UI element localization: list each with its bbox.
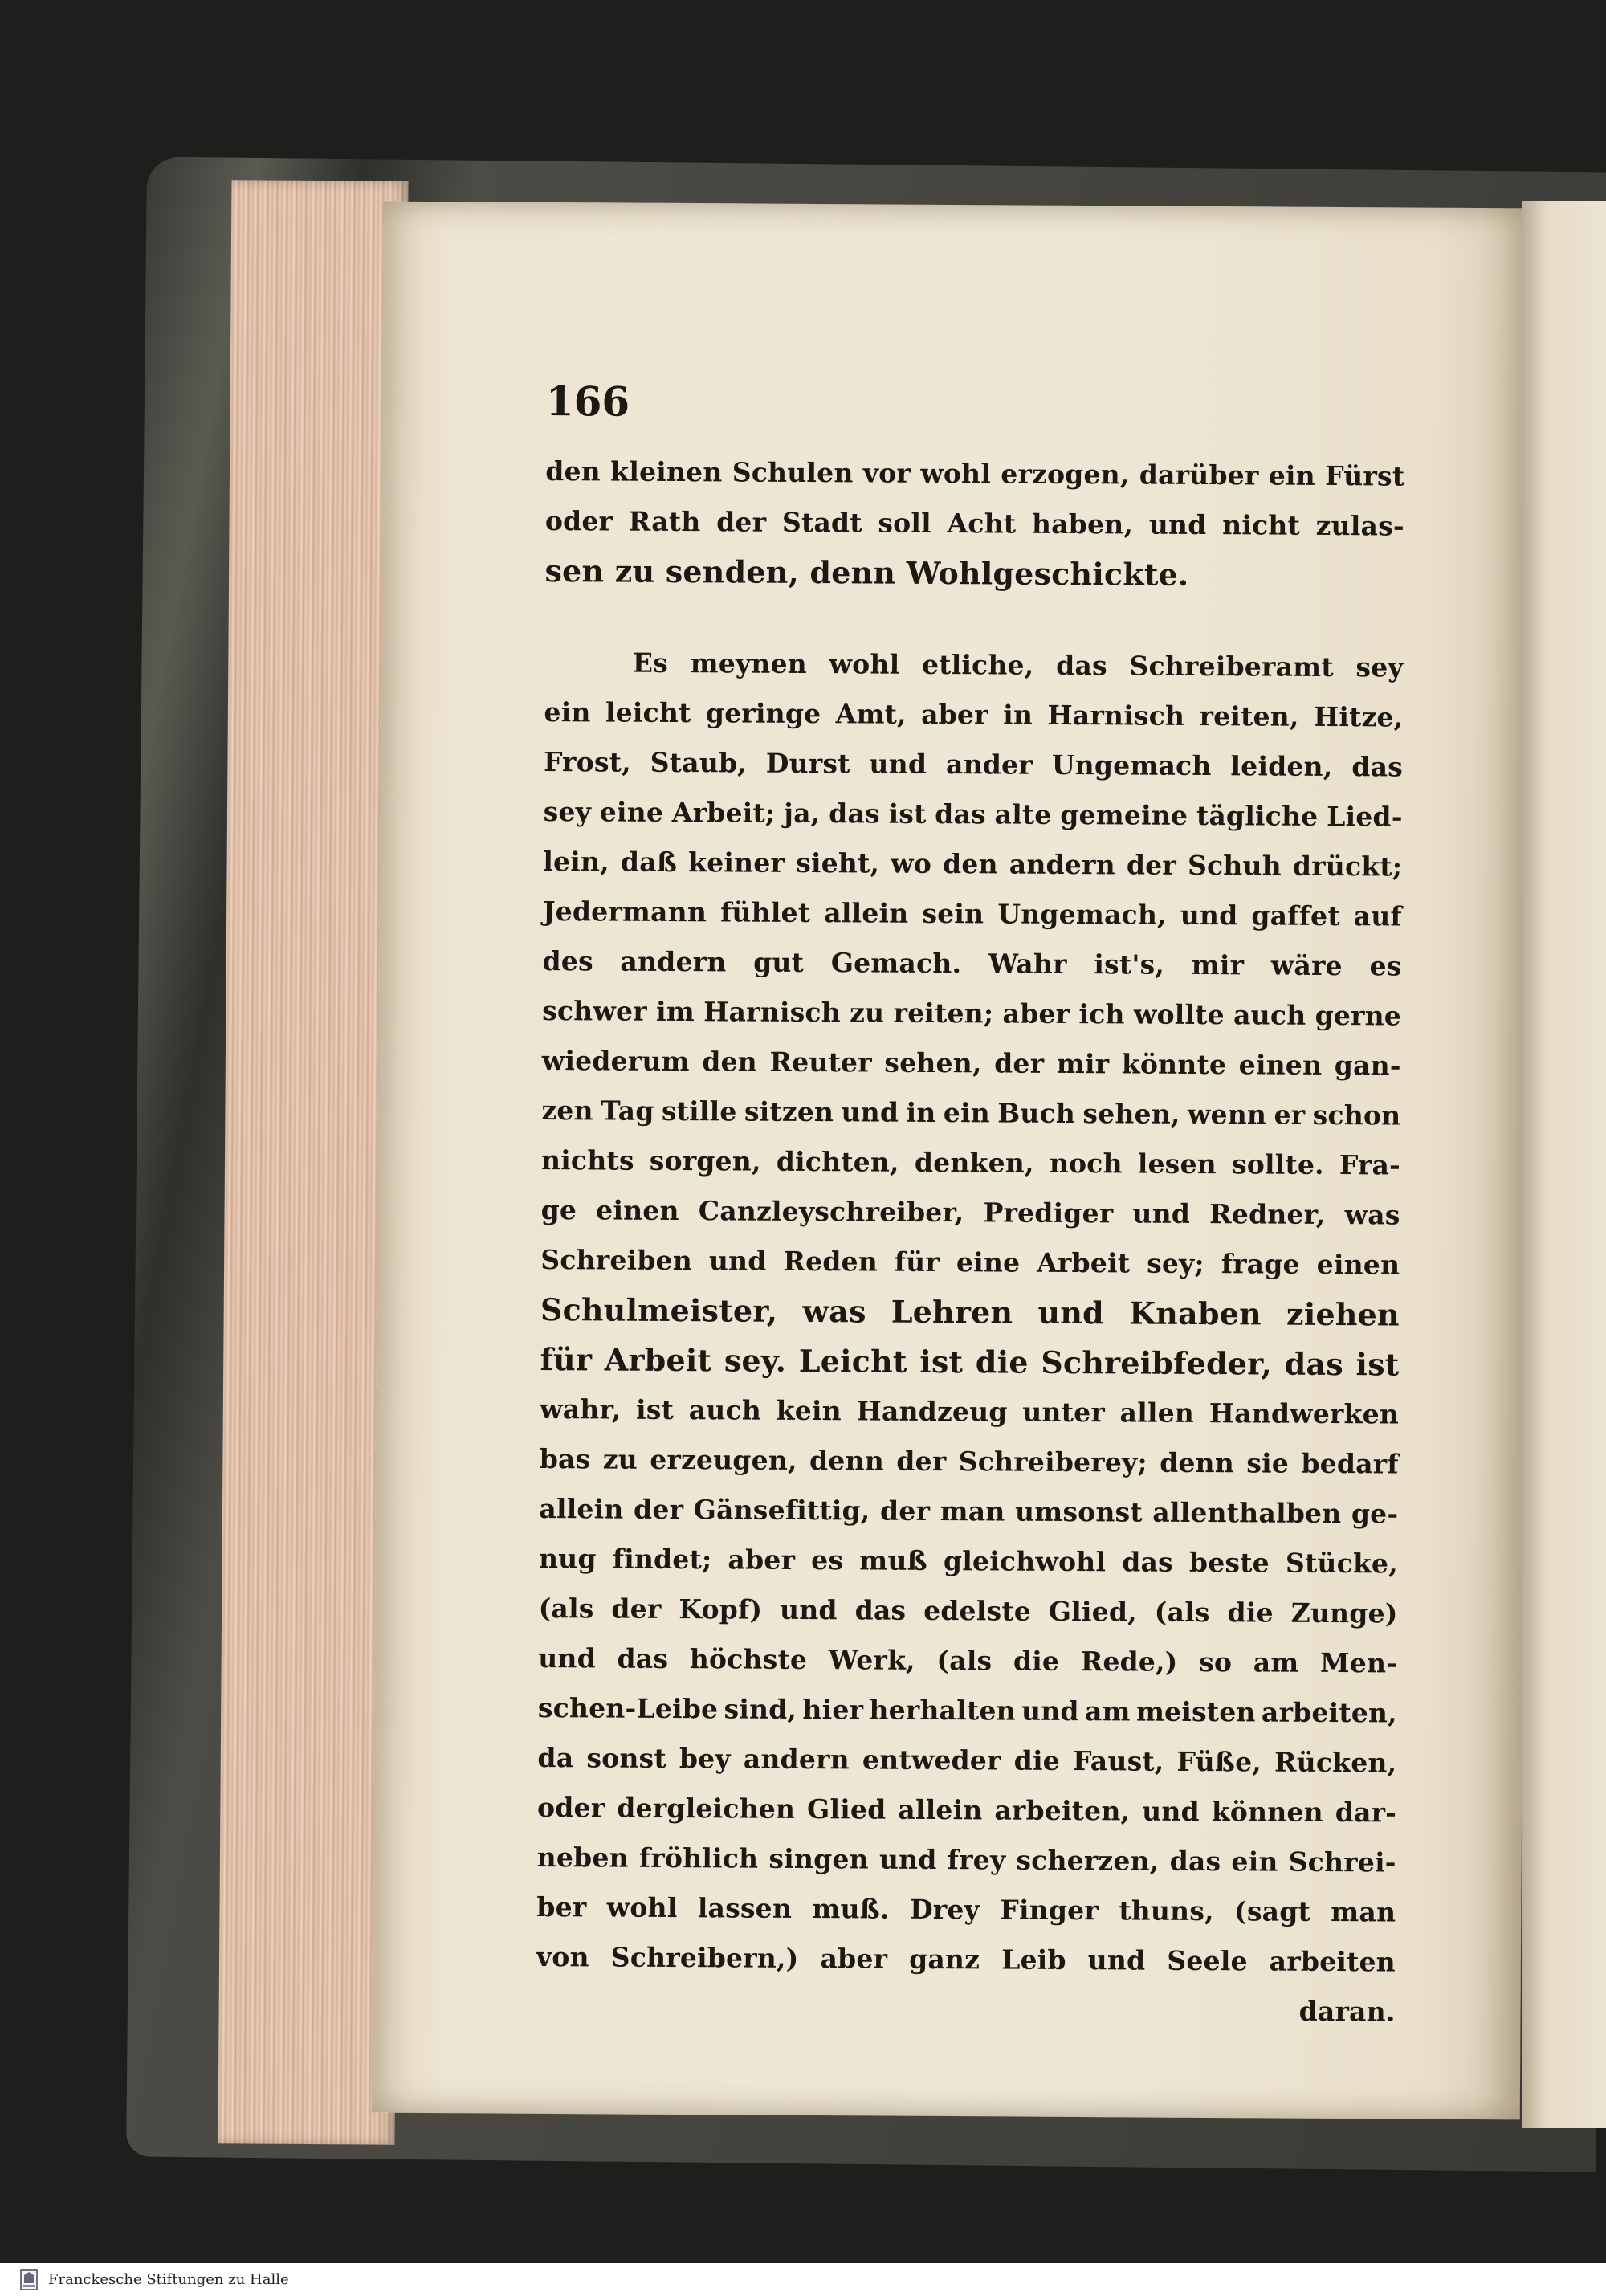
text-line: schwer im Harnisch zu reiten; aber ich wollte auch gerne (542, 994, 1402, 1032)
text-line: allein der Gänsefittig, der man umsonst allenthalben ge- (539, 1492, 1399, 1530)
text-line: zen Tag stille sitzen und in ein Buch sehen, wenn er schon (541, 1094, 1401, 1132)
text-line: Jedermann fühlet allein sein Ungemach, und gaffet auf (542, 895, 1402, 932)
text-line: des andern gut Gemach. Wahr ist's, mir wäre es (542, 944, 1402, 982)
text-line: für Arbeit sey. Leicht ist die Schreibfeder, das ist (540, 1340, 1400, 1383)
text-line: da sonst bey andern entweder die Faust, Füße, Rücken, (537, 1741, 1397, 1779)
text-line: den kleinen Schulen vor wohl erzogen, darüber ein Fürst (545, 455, 1405, 492)
text-line: ein leicht geringe Amt, aber in Harnisch reiten, Hitze, (544, 695, 1404, 733)
text-line: Es meynen wohl etliche, das Schreiberamt sey (632, 646, 1404, 683)
text-line: neben fröhlich singen und frey scherzen, das ein Schrei- (536, 1841, 1396, 1878)
text-line: Frost, Staub, Durst und ander Ungemach leiden, das (543, 745, 1404, 783)
text-line: schen-Leibe sind, hier herhalten und am meisten arbeiten, (537, 1691, 1397, 1729)
text-line: wahr, ist auch kein Handzeug unter allen Handwerken (540, 1393, 1400, 1430)
text-line: Schulmeister, was Lehren und Knaben ziehen (540, 1291, 1400, 1333)
catchword: daran. (1298, 1995, 1396, 2028)
paragraph-1 (544, 447, 1404, 602)
footer-institution: Franckesche Stiftungen zu Halle (48, 2271, 289, 2288)
institution-seal-icon (18, 2268, 40, 2292)
text-line: ber wohl lassen muß. Drey Finger thuns, (sagt man (536, 1890, 1396, 1928)
page-text (536, 377, 1405, 2037)
text-line: oder dergleichen Glied allein arbeiten, und können dar- (537, 1791, 1397, 1829)
text-line: und das höchste Werk, (als die Rede,) so am Men- (538, 1641, 1398, 1679)
text-line: Schreiben und Reden für eine Arbeit sey; frage einen (540, 1243, 1400, 1281)
paragraph-2 (536, 638, 1404, 2037)
text-line: sey eine Arbeit; ja, das ist das alte gemeine tägliche Lied- (543, 795, 1403, 833)
text-line: nichts sorgen, dichten, denken, noch lesen sollte. Fra- (540, 1144, 1401, 1181)
text-line: (als der Kopf) und das edelste Glied, (als die Zunge) (538, 1592, 1398, 1629)
text-line: von Schreibern,) aber ganz Leib und Seele arbeiten (536, 1940, 1396, 1978)
text-line: sen zu senden, denn Wohlgeschickte. (544, 552, 1189, 593)
text-line: lein, daß keiner sieht, wo den andern der Schuh drückt; (543, 845, 1403, 883)
text-line: bas zu erzeugen, denn der Schreiberey; denn sie bedarf (539, 1442, 1399, 1480)
footer-bar (0, 2263, 1606, 2296)
text-line: oder Rath der Stadt soll Acht haben, und nicht zulas- (544, 504, 1404, 542)
text-line: wiederum den Reuter sehen, der mir könnte einen gan- (541, 1044, 1401, 1082)
text-line: ge einen Canzleyschreiber, Prediger und Redner, was (540, 1193, 1400, 1231)
text-line: nug findet; aber es muß gleichwohl das beste Stücke, (538, 1542, 1399, 1580)
facing-page-edge (1522, 201, 1606, 2128)
page-number: 166 (545, 377, 630, 426)
